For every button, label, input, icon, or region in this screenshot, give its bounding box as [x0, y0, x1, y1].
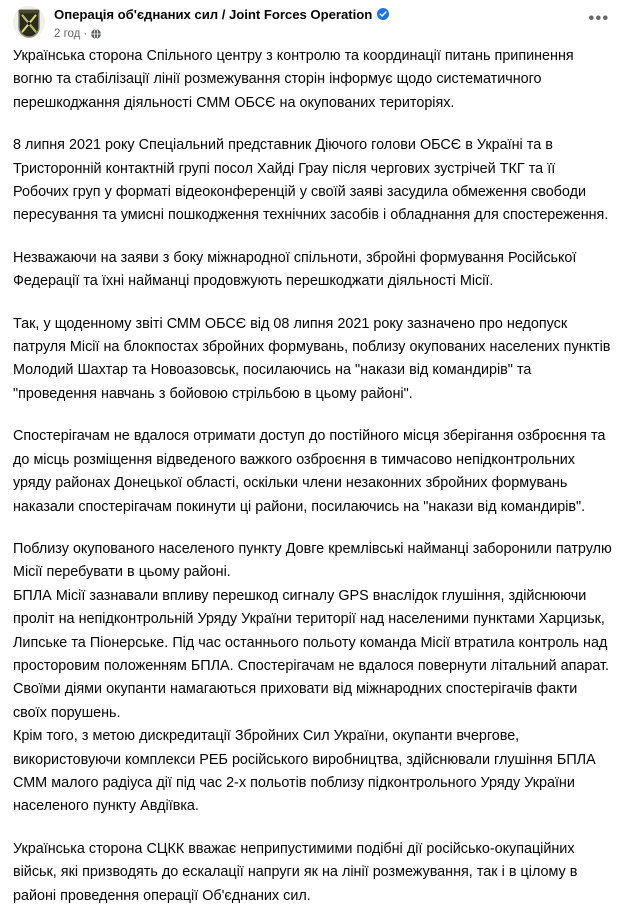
- page-name[interactable]: Операція об'єднаних сил / Joint Forces Operation: [54, 6, 373, 22]
- paragraph-line: Українська сторона СЦКК вважає неприпустимими подібні дії російсько-окупаційних військ, які призводять до ескалації напруги як на лінії розмежування, так і в цілому в районі проведення операції Об'єднаних сил.: [13, 840, 578, 904]
- paragraph-line: Поблизу окупованого населеного пункту Довге кремлівські найманці заборонили патрулю Місії перебувати в цьому районі.: [13, 540, 612, 581]
- paragraph-line: Своїми діями окупанти намагаються приховати від міжнародних спостерігачів факти своїх порушень.: [13, 681, 578, 721]
- paragraph-line: Незважаючи на заяви з боку міжнародної спільноти, збройні формування Російської Федерації та їхні найманці продовжують перешкоджати діяльності Місії.: [13, 249, 577, 290]
- paragraph-line: Спостерігачам не вдалося отримати доступ до постійного місця зберігання озброєння та до місць розміщення відведеного важкого озброєння в тимчасово непідконтрольних уряду районах Донецької області, оскільки члени незаконних збройних формувань наказали спостерігачам покинути ці райони, посилаючись на "накази від командирів".: [13, 428, 606, 515]
- verified-badge-icon: [377, 8, 389, 20]
- post-header-text: [54, 5, 389, 41]
- post-header: [0, 0, 627, 42]
- paragraph-line: Так, у щоденному звіті СММ ОБСЄ від 08 липня 2021 року зазначено про недопуск патруля Місії на блокпостах збройних формувань, поблизу окупованих населених пунктів Молодий Шахтар та Новоазовськ, посилаючись на "накази від командирів" та "проведення навчань з бойовою стрільбою в цьому районі".: [13, 315, 611, 402]
- meta-separator: ·: [83, 27, 88, 40]
- post-paragraph: [13, 313, 613, 407]
- avatar[interactable]: [13, 6, 45, 38]
- military-emblem-avatar-icon: [13, 6, 45, 38]
- post-meta-row: [54, 26, 389, 41]
- post-options-menu-button[interactable]: [585, 10, 613, 34]
- post-timestamp[interactable]: 2 год: [54, 27, 81, 40]
- ellipsis-horizontal-icon: •••: [588, 10, 610, 27]
- paragraph-line: Крім того, з метою дискредитації Збройних Сил України, окупанти вчергове, використовуючи комплекси РЕБ російського виробництва, здійснювали глушіння БПЛА СММ малого радіуса дії під час 2-х польотів поблизу підконтрольного Уряду України населеного пункту Авдіївка.: [13, 728, 596, 815]
- post-paragraph: [13, 425, 613, 519]
- paragraph-line: 8 липня 2021 року Спеціальний представник Діючого голови ОБСЄ в Україні та в Тристоронній контактній групі посол Хайді Грау після чергових зустрічей ТКГ та її Робочих груп у форматі відеоконференцій у своїй заяві засудила обмеження свободи пересування та умисні пошкодження технічних засобів і обладнання для спостереження.: [13, 137, 609, 224]
- post-paragraph: [13, 838, 613, 908]
- post-paragraph: [13, 538, 613, 819]
- post-paragraph: [13, 134, 613, 228]
- paragraph-line: БПЛА Місії зазнавали впливу перешкод сигналу GPS внаслідок глушіння, здійснюючи проліт на непідконтрольній Уряду України території над населеними пунктами Харцизьк, Липське та Піонерське. Під час останнього польоту команда Місії втратила контроль над просторовим положенням БПЛА. Спостерігачам не вдалося повернути літальний апарат.: [13, 587, 609, 674]
- post-paragraph: [13, 247, 613, 294]
- paragraph-line: Українська сторона Спільного центру з контролю та координації питань припинення вогню та стабілізації лінії розмежування сторін інформує щодо систематичного перешкоджання діяльності СММ ОБСЄ на окупованих територіях.: [13, 48, 574, 111]
- post-message-body: [0, 42, 627, 908]
- author-row: [54, 5, 389, 23]
- globe-icon[interactable]: [90, 28, 102, 40]
- post-paragraph: [13, 45, 613, 115]
